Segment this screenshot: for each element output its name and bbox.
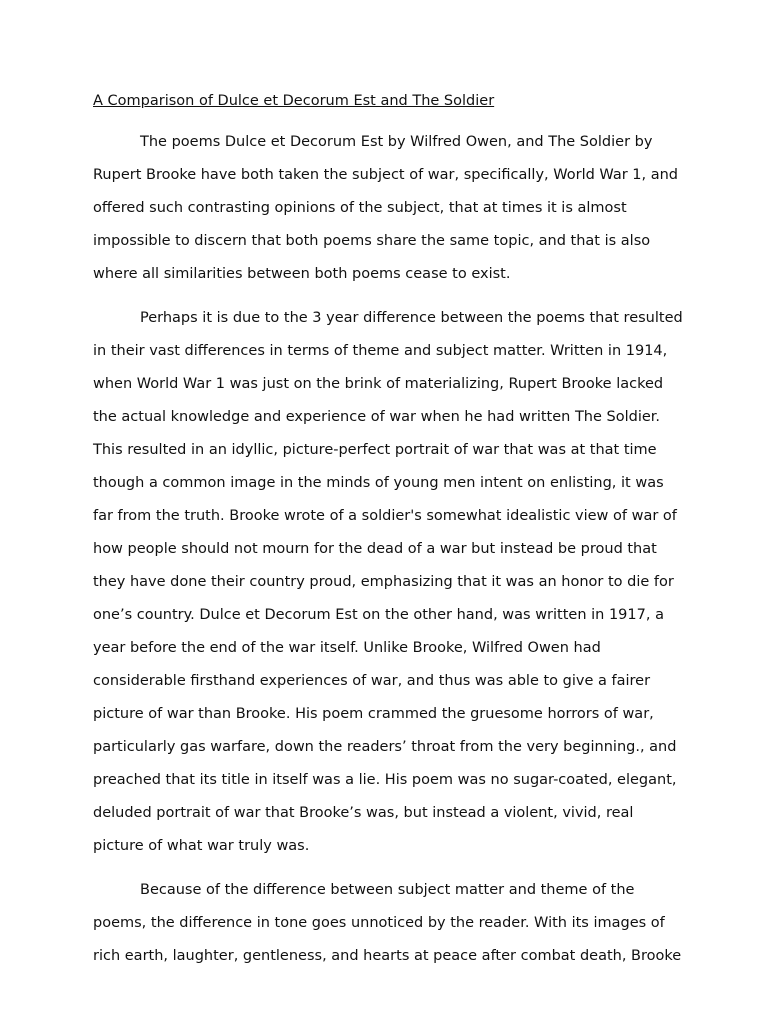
text-line: The poems Dulce et Decorum Est by Wilfred Owen, and The Soldier by: [140, 134, 653, 150]
document-body: [93, 89, 683, 984]
text-line: offered such contrasting opinions of the subject, that at times it is almost: [93, 200, 627, 216]
text-line: one’s country. Dulce et Decorum Est on the other hand, was written in 1917, a: [93, 607, 664, 623]
text-line: preached that its title in itself was a lie. His poem was no sugar-coated, elegant,: [93, 772, 677, 788]
text-line: far from the truth. Brooke wrote of a soldier's somewhat idealistic view of war of: [93, 508, 677, 524]
text-line: where all similarities between both poems cease to exist.: [93, 266, 511, 282]
text-line: picture of what war truly was.: [93, 838, 310, 854]
text-line: the actual knowledge and experience of war when he had written The Soldier.: [93, 409, 661, 425]
text-line: how people should not mourn for the dead of a war but instead be proud that: [93, 541, 657, 557]
paragraph-2: [93, 302, 683, 863]
text-line: when World War 1 was just on the brink of materializing, Rupert Brooke lacked: [93, 376, 664, 392]
text-line: deluded portrait of war that Brooke’s was, but instead a violent, vivid, real: [93, 805, 634, 821]
text-line: This resulted in an idyllic, picture-perfect portrait of war that was at that time: [93, 442, 657, 458]
text-line: rich earth, laughter, gentleness, and hearts at peace after combat death, Brooke: [93, 948, 682, 964]
paragraph-1: [93, 126, 683, 291]
text-line: impossible to discern that both poems share the same topic, and that is also: [93, 233, 651, 249]
text-line: particularly gas warfare, down the readers’ throat from the very beginning., and: [93, 739, 677, 755]
document-title: A Comparison of Dulce et Decorum Est and The Soldier: [93, 93, 495, 109]
text-line: in their vast differences in terms of theme and subject matter. Written in 1914,: [93, 343, 668, 359]
text-line: year before the end of the war itself. Unlike Brooke, Wilfred Owen had: [93, 640, 601, 656]
text-line: considerable firsthand experiences of war, and thus was able to give a fairer: [93, 673, 651, 689]
text-line: Because of the difference between subject matter and theme of the: [140, 882, 635, 898]
text-line: poems, the difference in tone goes unnoticed by the reader. With its images of: [93, 915, 665, 931]
text-line: they have done their country proud, emphasizing that it was an honor to die for: [93, 574, 674, 590]
text-line: Perhaps it is due to the 3 year difference between the poems that resulted: [140, 310, 683, 326]
text-line: though a common image in the minds of young men intent on enlisting, it was: [93, 475, 664, 491]
text-line: Rupert Brooke have both taken the subject of war, specifically, World War 1, and: [93, 167, 679, 183]
paragraph-3: [93, 874, 683, 973]
text-line: picture of war than Brooke. His poem crammed the gruesome horrors of war,: [93, 706, 654, 722]
